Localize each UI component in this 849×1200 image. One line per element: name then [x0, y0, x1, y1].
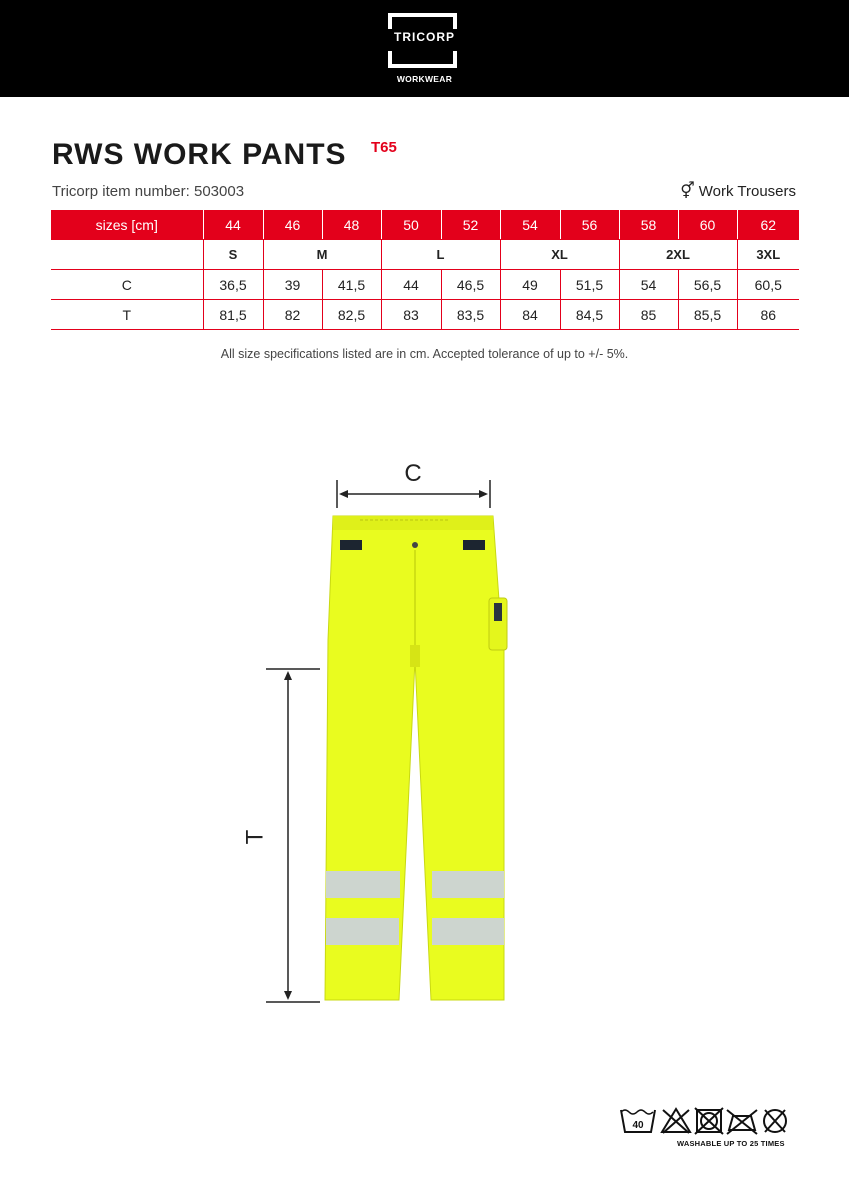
letter-size-cell: S [203, 240, 263, 270]
measure-cell: 36,5 [203, 270, 263, 300]
measure-label: C [51, 270, 203, 300]
item-number: Tricorp item number: 503003 [52, 183, 245, 200]
measure-cell: 82 [263, 300, 322, 330]
size-header-row [51, 210, 799, 240]
measure-cell: 56,5 [678, 270, 737, 300]
category-label: Work Trousers [698, 183, 796, 200]
size-cell: 50 [381, 210, 441, 240]
measure-cell: 84,5 [560, 300, 619, 330]
sizes-header-label: sizes [cm] [51, 210, 203, 240]
measure-label: T [51, 300, 203, 330]
no-dry-clean-icon [764, 1110, 786, 1132]
work-pants-illustration [325, 516, 507, 1000]
measure-cell: 60,5 [737, 270, 799, 300]
measure-cell: 39 [263, 270, 322, 300]
letter-size-cell: XL [500, 240, 619, 270]
tolerance-note: All size specifications listed are in cm. Accepted tolerance of up to +/- 5%. [220, 347, 629, 361]
table-row [51, 270, 799, 300]
measure-cell: 44 [381, 270, 441, 300]
measure-cell: 84 [500, 300, 560, 330]
size-cell: 44 [203, 210, 263, 240]
care-caption: WASHABLE UP TO 25 TIMES [677, 1139, 785, 1148]
measure-cell: 82,5 [322, 300, 381, 330]
product-category [680, 181, 796, 201]
measure-cell: 83 [381, 300, 441, 330]
measure-cell: 85,5 [678, 300, 737, 330]
size-cell: 48 [322, 210, 381, 240]
size-cell: 56 [560, 210, 619, 240]
table-row [51, 300, 799, 330]
size-cell: 52 [441, 210, 500, 240]
size-cell: 58 [619, 210, 678, 240]
svg-text:40: 40 [632, 1120, 644, 1131]
brand-logo-name: TRICORP [394, 30, 455, 44]
brand-logo-subtitle: WORKWEAR [396, 74, 453, 84]
size-table [51, 210, 799, 330]
no-tumble-dry-icon [695, 1108, 723, 1134]
size-cell: 46 [263, 210, 322, 240]
product-code-badge: T65 [371, 139, 397, 156]
care-symbols [619, 1106, 799, 1136]
letter-size-cell: 2XL [619, 240, 737, 270]
letter-size-row [51, 240, 799, 270]
length-dimension-line [266, 669, 320, 1002]
length-dimension-label: T [241, 829, 269, 845]
wash-40-icon [621, 1110, 655, 1132]
size-cell: 62 [737, 210, 799, 240]
measure-cell: 54 [619, 270, 678, 300]
measure-cell: 46,5 [441, 270, 500, 300]
measure-cell: 85 [619, 300, 678, 330]
brand-header [0, 0, 849, 97]
measure-cell: 81,5 [203, 300, 263, 330]
measure-cell: 83,5 [441, 300, 500, 330]
size-cell: 54 [500, 210, 560, 240]
garment-diagram [230, 450, 530, 1020]
measure-cell: 49 [500, 270, 560, 300]
no-bleach-icon [662, 1109, 690, 1133]
no-iron-icon [727, 1110, 757, 1134]
measure-cell: 86 [737, 300, 799, 330]
width-dimension-label: C [404, 460, 422, 487]
letter-size-cell: 3XL [737, 240, 799, 270]
letter-size-cell: L [381, 240, 500, 270]
measure-cell: 51,5 [560, 270, 619, 300]
measure-cell: 41,5 [322, 270, 381, 300]
letter-size-empty [51, 240, 203, 270]
page-title: RWS WORK PANTS [52, 138, 347, 171]
size-cell: 60 [678, 210, 737, 240]
unisex-icon: ⚥ [680, 183, 695, 200]
letter-size-cell: M [263, 240, 381, 270]
